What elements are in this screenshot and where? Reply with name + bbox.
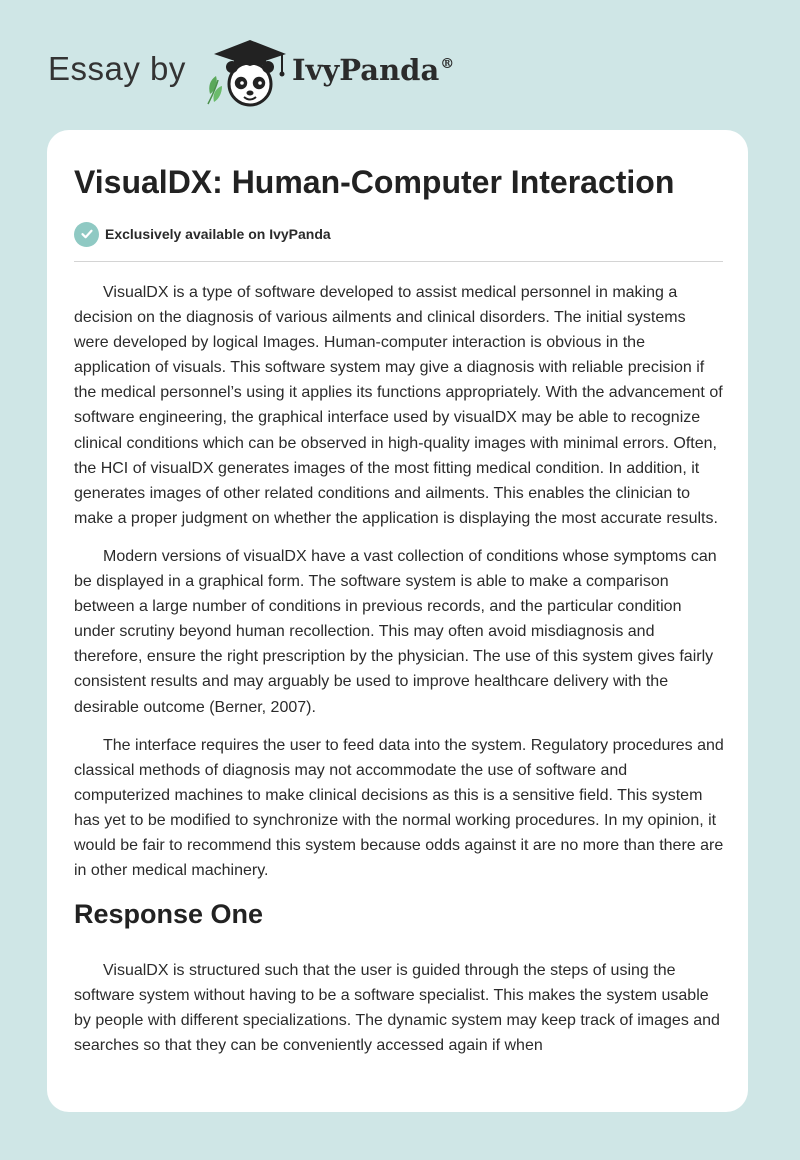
page-title: VisualDX: Human-Computer Interaction	[74, 164, 675, 200]
brand-name: IvyPanda	[292, 53, 440, 87]
body-paragraph: The interface requires the user to feed data into the system. Regulatory procedures and classical methods of diagnosis may not accommodate the use of software and computerized machines to make clinical decisions as this is a sensitive field. This system has yet to be modified to synchronize with the normal working procedures. In my opinion, it would be fair to recommend this system because odds against it are no more than there are in other medical machinery.	[74, 736, 724, 880]
body-paragraph: VisualDX is structured such that the user is guided through the steps of using the software system without having to be a software specialist. This makes the system usable by people with different specializations. The dynamic system may keep track of images and searches so that they can be conveniently accessed again if when	[74, 962, 720, 1055]
section-heading: Response One	[74, 899, 264, 930]
body-paragraph: VisualDX is a type of software developed to assist medical personnel in making a decision on the diagnosis of various ailments and clinical disorders. The initial systems were developed by logical Images. Human-computer interaction is obvious in the application of visuals. This software system may give a diagnosis with reliable precision if the medical personnel’s using it applies its functions appropriately. With the advancement of software engineering, the graphical interface used by visualDX may be able to recognize clinical conditions which can be observed in high-quality images with minimal errors. Often, the HCI of visualDX generates images of the most fitting medical condition. In addition, it generates images of other related conditions and ailments. This enables the clinician to make a proper judgment on whether the application is displaying the most accurate results.	[74, 284, 723, 527]
panda-graduation-cap-icon[interactable]	[204, 36, 292, 108]
article-card	[47, 130, 748, 1112]
body-paragraph: Modern versions of visualDX have a vast collection of conditions whose symptoms can be displayed in a graphical form. The software system is able to make a comparison between a large number of conditions in previous records, and the particular condition under scrutiny beyond human recollection. This may often avoid misdiagnosis and therefore, ensure the right prescription by the physician. The use of this system gives fairly consistent results and may arguably be used to improve healthcare delivery with the desirable outcome (Berner, 2007).	[74, 547, 717, 716]
article-body	[74, 280, 724, 1072]
registered-mark: ®	[440, 56, 455, 72]
site-header	[0, 0, 800, 130]
title-divider	[74, 261, 723, 262]
check-circle-icon	[74, 222, 99, 247]
essay-by-label: Essay by	[48, 50, 186, 87]
brand-logo[interactable]	[292, 53, 454, 87]
exclusive-badge	[74, 221, 331, 247]
badge-label: Exclusively available on IvyPanda	[105, 226, 331, 242]
